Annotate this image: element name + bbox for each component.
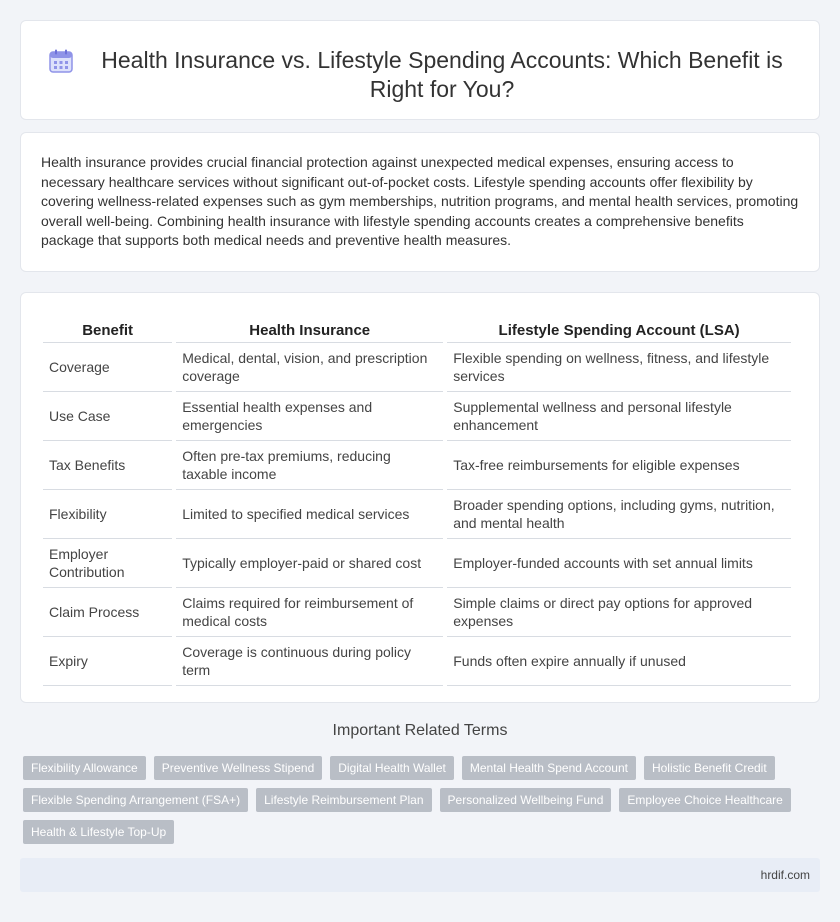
table-row: [43, 392, 791, 441]
related-term-tag[interactable]: Flexible Spending Arrangement (FSA+): [23, 788, 248, 812]
related-term-tag[interactable]: Employee Choice Healthcare: [619, 788, 790, 812]
related-term-tag[interactable]: Health & Lifestyle Top-Up: [23, 820, 174, 844]
row-label: Use Case: [43, 392, 172, 441]
table-row: [43, 539, 791, 588]
health-insurance-cell: Essential health expenses and emergencies: [176, 392, 443, 441]
table-row: [43, 588, 791, 637]
table-header-row: [43, 313, 791, 343]
row-label: Employer Contribution: [43, 539, 172, 588]
related-term-tag[interactable]: Flexibility Allowance: [23, 756, 146, 780]
table-row: [43, 490, 791, 539]
lsa-cell: Employer-funded accounts with set annual limits: [447, 539, 791, 588]
header-health-insurance: Health Insurance: [176, 313, 443, 343]
lsa-cell: Simple claims or direct pay options for approved expenses: [447, 588, 791, 637]
footer: [20, 858, 820, 892]
footer-site-link[interactable]: hrdif.com: [760, 868, 810, 882]
health-insurance-cell: Often pre-tax premiums, reducing taxable income: [176, 441, 443, 490]
lsa-cell: Funds often expire annually if unused: [447, 637, 791, 686]
related-terms-title: Important Related Terms: [332, 722, 508, 739]
table-row: [43, 637, 791, 686]
comparison-card: [20, 292, 820, 703]
health-insurance-cell: Limited to specified medical services: [176, 490, 443, 539]
health-insurance-cell: Coverage is continuous during policy term: [176, 637, 443, 686]
related-terms-list: [23, 756, 823, 844]
intro-card: [20, 132, 820, 272]
health-insurance-cell: Medical, dental, vision, and prescription coverage: [176, 343, 443, 392]
lsa-cell: Supplemental wellness and personal lifestyle enhancement: [447, 392, 791, 441]
row-label: Claim Process: [43, 588, 172, 637]
row-label: Flexibility: [43, 490, 172, 539]
table-row: [43, 343, 791, 392]
intro-paragraph: Health insurance provides crucial financial protection against unexpected medical expenses, ensuring access to necessary healthcare services without significant out-of-pocket costs. Lifestyle spending accounts offer flexibility by covering wellness-related expenses such as gym memberships, nutrition programs, and mental health services, promoting overall well-being. Combining health insurance with lifestyle spending accounts creates a comprehensive benefits package that supports both medical needs and preventive health measures.: [41, 154, 799, 249]
header-lsa: Lifestyle Spending Account (LSA): [447, 313, 791, 343]
comparison-table: [39, 313, 795, 686]
table-row: [43, 441, 791, 490]
calendar-icon: [48, 48, 74, 74]
header-benefit: Benefit: [43, 313, 172, 343]
title-card: [20, 20, 820, 120]
page-title: Health Insurance vs. Lifestyle Spending Accounts: Which Benefit is Right for You?: [101, 47, 783, 102]
lsa-cell: Flexible spending on wellness, fitness, and lifestyle services: [447, 343, 791, 392]
related-term-tag[interactable]: Mental Health Spend Account: [462, 756, 636, 780]
related-term-tag[interactable]: Holistic Benefit Credit: [644, 756, 775, 780]
lsa-cell: Broader spending options, including gyms, nutrition, and mental health: [447, 490, 791, 539]
row-label: Tax Benefits: [43, 441, 172, 490]
health-insurance-cell: Typically employer-paid or shared cost: [176, 539, 443, 588]
related-term-tag[interactable]: Preventive Wellness Stipend: [154, 756, 323, 780]
health-insurance-cell: Claims required for reimbursement of medical costs: [176, 588, 443, 637]
related-term-tag[interactable]: Digital Health Wallet: [330, 756, 454, 780]
related-term-tag[interactable]: Personalized Wellbeing Fund: [440, 788, 612, 812]
related-term-tag[interactable]: Lifestyle Reimbursement Plan: [256, 788, 431, 812]
row-label: Coverage: [43, 343, 172, 392]
row-label: Expiry: [43, 637, 172, 686]
lsa-cell: Tax-free reimbursements for eligible expenses: [447, 441, 791, 490]
